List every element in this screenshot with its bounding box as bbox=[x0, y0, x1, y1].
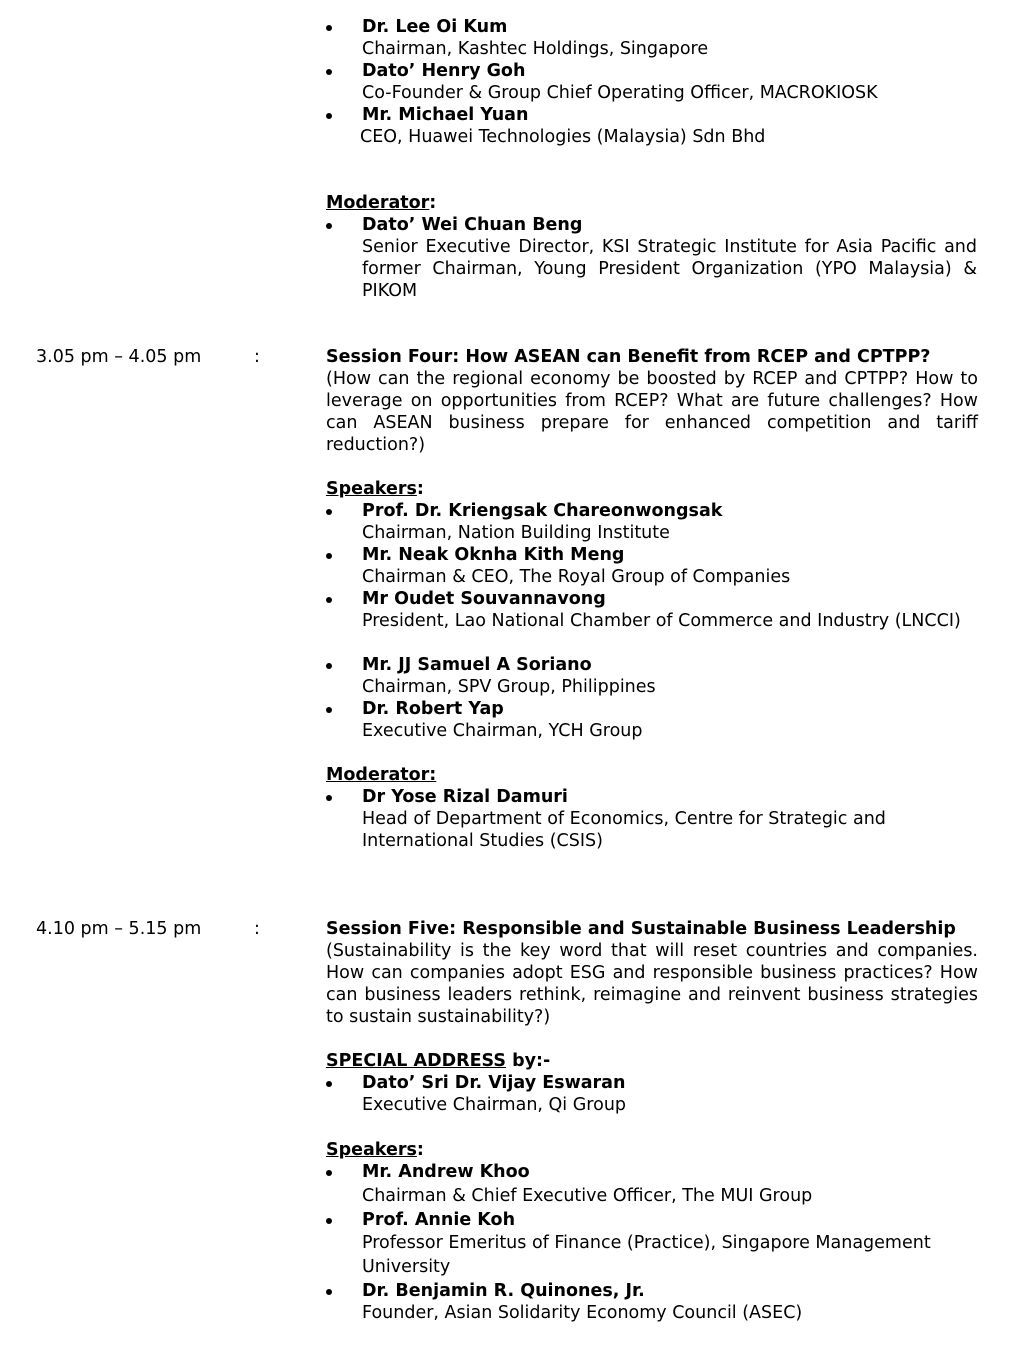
moderator-role: Head of Department of Economics, Centre for Strategic and bbox=[362, 809, 886, 829]
speaker-role: University bbox=[362, 1257, 451, 1277]
bullet bbox=[326, 223, 332, 229]
speaker-role: President, Lao National Chamber of Commerce and Industry (LNCCI) bbox=[362, 611, 961, 631]
bullet bbox=[326, 25, 332, 31]
speaker-role: Executive Chairman, YCH Group bbox=[362, 721, 643, 741]
bullet bbox=[326, 597, 332, 603]
moderator-role: International Studies (CSIS) bbox=[362, 831, 603, 851]
speaker-name: Dr. Robert Yap bbox=[362, 699, 504, 719]
moderator-heading: Moderator: bbox=[326, 765, 437, 785]
speaker-name: Mr. Michael Yuan bbox=[362, 105, 529, 125]
speakers-heading: Speakers: bbox=[326, 1140, 424, 1160]
speaker-name: Dato’ Henry Goh bbox=[362, 61, 526, 81]
speaker-role: Chairman, Nation Building Institute bbox=[362, 523, 670, 543]
time-colon: : bbox=[254, 919, 260, 939]
bullet bbox=[326, 1218, 332, 1224]
bullet bbox=[326, 1170, 332, 1176]
session-description: (How can the regional economy be boosted by RCEP and CPTPP? How to leverage on opportunities from RCEP? What are future challenges? How can ASEAN business prepare for enhanced competition and tariff reduction?) bbox=[326, 369, 978, 455]
special-address-heading: SPECIAL ADDRESS by:- bbox=[326, 1051, 551, 1071]
moderator-role: Senior Executive Director, KSI Strategic Institute for Asia Pacific and former Chairman, Young President Organization (YPO Malaysia) & PIKOM bbox=[362, 237, 977, 301]
moderator-name: Dr Yose Rizal Damuri bbox=[362, 787, 568, 807]
session-title: Session Five: Responsible and Sustainable Business Leadership bbox=[326, 919, 956, 939]
speaker-name: Dr. Benjamin R. Quinones, Jr. bbox=[362, 1281, 645, 1301]
special-address-role: Executive Chairman, Qi Group bbox=[362, 1095, 627, 1115]
speaker-name: Mr. Andrew Khoo bbox=[362, 1162, 530, 1182]
speaker-name: Mr. Neak Oknha Kith Meng bbox=[362, 545, 625, 565]
speaker-role: Co-Founder & Group Chief Operating Officer, MACROKIOSK bbox=[362, 83, 878, 103]
bullet bbox=[326, 113, 332, 119]
bullet bbox=[326, 553, 332, 559]
bullet bbox=[326, 795, 332, 801]
bullet bbox=[326, 663, 332, 669]
bullet bbox=[326, 69, 332, 75]
speaker-role: Chairman, SPV Group, Philippines bbox=[362, 677, 656, 697]
speaker-role: Chairman, Kashtec Holdings, Singapore bbox=[362, 39, 709, 59]
time-colon: : bbox=[254, 347, 260, 367]
speaker-name: Mr Oudet Souvannavong bbox=[362, 589, 606, 609]
speaker-role: Chairman & CEO, The Royal Group of Companies bbox=[362, 567, 791, 587]
bullet bbox=[326, 707, 332, 713]
speaker-role: Professor Emeritus of Finance (Practice), Singapore Management bbox=[362, 1233, 931, 1253]
speaker-name: Dr. Lee Oi Kum bbox=[362, 17, 508, 37]
speaker-name: Mr. JJ Samuel A Soriano bbox=[362, 655, 592, 675]
speakers-heading: Speakers: bbox=[326, 479, 424, 499]
moderator-name: Dato’ Wei Chuan Beng bbox=[362, 215, 583, 235]
special-address-name: Dato’ Sri Dr. Vijay Eswaran bbox=[362, 1073, 626, 1093]
bullet bbox=[326, 509, 332, 515]
session-time: 4.10 pm – 5.15 pm bbox=[36, 919, 202, 939]
speaker-role: CEO, Huawei Technologies (Malaysia) Sdn Bhd bbox=[360, 127, 766, 147]
speaker-name: Prof. Dr. Kriengsak Chareonwongsak bbox=[362, 501, 723, 521]
bullet bbox=[326, 1289, 332, 1295]
speaker-role: Founder, Asian Solidarity Economy Council (ASEC) bbox=[362, 1303, 803, 1323]
session-title: Session Four: How ASEAN can Benefit from RCEP and CPTPP? bbox=[326, 347, 931, 367]
speaker-role: Chairman & Chief Executive Officer, The MUI Group bbox=[362, 1186, 813, 1206]
bullet bbox=[326, 1081, 332, 1087]
moderator-heading: Moderator: bbox=[326, 193, 437, 213]
speaker-name: Prof. Annie Koh bbox=[362, 1210, 516, 1230]
session-description: (Sustainability is the key word that will reset countries and companies. How can companies adopt ESG and responsible business practices? How can business leaders rethink, reimagine and reinvent business strategies to sustain sustainability?) bbox=[326, 941, 978, 1027]
session-time: 3.05 pm – 4.05 pm bbox=[36, 347, 202, 367]
